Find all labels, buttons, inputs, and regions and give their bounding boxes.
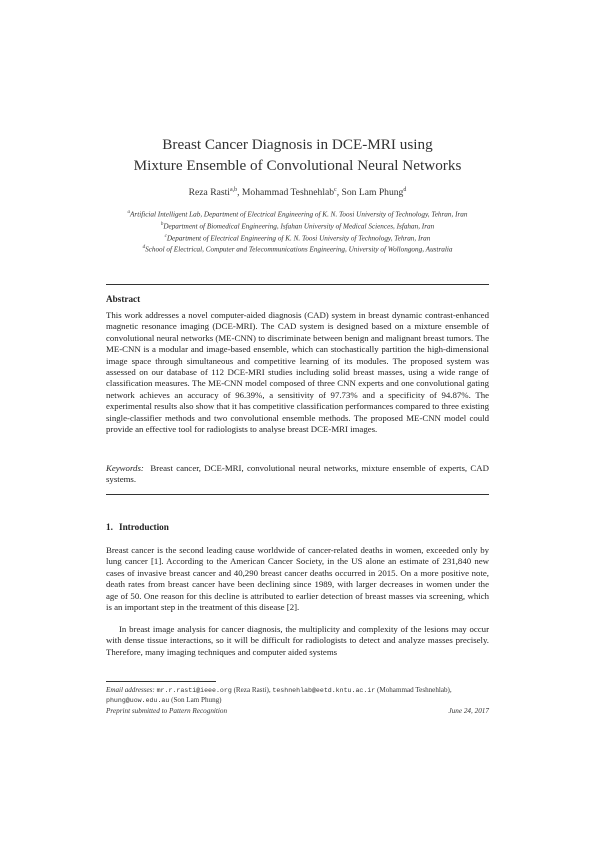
affil-text: Department of Biomedical Engineering, Isfahan University of Medical Sciences, Isfahan, Iran (163, 222, 435, 231)
affiliation (60, 220, 535, 232)
affil-marker: b (160, 221, 164, 227)
keywords-label: Keywords: (106, 463, 144, 473)
keywords-text: Breast cancer, DCE-MRI, convolutional neural networks, mixture ensemble of experts, CAD systems. (106, 463, 489, 485)
email-link[interactable]: phung@uow.edu.au (106, 696, 170, 704)
author-affil-marker: d (403, 187, 407, 193)
abstract-text: This work addresses a novel computer-aided diagnosis (CAD) system in breast dynamic contrast-enhanced magnetic resonance imaging (DCE-MRI). The CAD system is designed based on a mixture ensemble of convolutional neural networks (ME-CNN) to discriminate between benign and malignant breast tumors. The ME-CNN is a modular and image-based ensemble, which can stochastically partition the high-dimensional image space through simultaneous and competitive learning of its modules. The proposed system was assessed on our database of 112 DCE-MRI studies including solid breast masses, using a wide range of classification measures. The ME-CNN model composed of three CNN experts and one convolutional gating network achieves an accuracy of 96.39%, a sensitivity of 97.73% and a specificity of 94.87%. The experimental results also show that it has competitive classification performances compared to three existing single-classifier methods and two convolutional ensemble methods. The proposed ME-CNN model could provide an effective tool for radiologists to analyse breast DCE-MRI images. (106, 310, 489, 435)
preprint-note: Preprint submitted to Pattern Recognition (106, 707, 228, 715)
affil-text: Department of Electrical Engineering of K. N. Toosi University of Technology, Tehran, Iran (166, 233, 431, 242)
author-separator: , (237, 187, 242, 199)
section-number: 1. (106, 522, 113, 532)
footnote-label: Email addresses: (106, 686, 155, 694)
affil-text: Artificial Intelligent Lab, Department of Electrical Engineering of K. N. Toosi University of Technology, Tehran, Iran (130, 210, 468, 219)
author-list (60, 187, 535, 198)
intro-paragraph-1: Breast cancer is the second leading cause worldwide of cancer-related deaths in women, exceeded only by lung cancer [1]. According to the American Cancer Society, in the US alone an estimate of 231,840 new cases of invasive breast cancer and 40,290 breast cancer deaths occurred in 2015. On a more positive note, death rates from breast cancer have been declining since 1989, with larger decreases in women under the age of 50. One reason for this decline is attributed to earlier detection of breast masses via screening, which is an important step in the treatment of this disease [2]. (106, 545, 489, 613)
title-line-2: Mixture Ensemble of Convolutional Neural Networks (133, 157, 462, 174)
email-link[interactable]: mr.r.rasti@ieee.org (156, 687, 232, 694)
section-title: Introduction (119, 522, 169, 532)
email-owner: (Mohammad Teshnehlab), (377, 686, 452, 694)
affiliation (60, 232, 535, 244)
author-affil-marker: c (334, 187, 337, 193)
email-link[interactable]: teshnehlab@eetd.kntu.ac.ir (272, 687, 376, 694)
author-name: Son Lam Phung (341, 187, 404, 199)
affil-text: School of Electrical, Computer and Telecommunications Engineering, University of Wollongong, Australia (145, 245, 453, 254)
author-affil-marker: a,b (229, 187, 238, 193)
affiliation-list (60, 208, 535, 255)
section-heading-introduction (106, 522, 169, 532)
email-owner: (Reza Rasti), (233, 686, 271, 694)
paper-title (60, 134, 535, 176)
affiliation (60, 208, 535, 220)
footnote-emails (106, 686, 489, 705)
author-name: Reza Rasti (188, 187, 230, 199)
abstract-bottom-rule (106, 494, 489, 495)
keywords (106, 463, 489, 486)
author-separator: , (336, 187, 342, 199)
email-owner: (Son Lam Phung) (171, 695, 222, 704)
abstract-heading: Abstract (106, 294, 141, 304)
author-name: Mohammad Teshnehlab (241, 187, 335, 199)
affil-marker: a (127, 210, 131, 215)
affil-marker: d (142, 245, 146, 251)
abstract-top-rule (106, 284, 489, 285)
affil-marker: c (164, 233, 167, 239)
footnote-rule (106, 681, 216, 682)
title-line-1: Breast Cancer Diagnosis in DCE-MRI using (162, 136, 433, 153)
intro-paragraph-2: In breast image analysis for cancer diagnosis, the multiplicity and complexity of the lesions may occur with dense tissue interactions, so it will be difficult for radiologists to detect and analyze masses precisely. Therefore, many imaging techniques and computer aided systems (106, 624, 489, 657)
preprint-date: June 24, 2017 (448, 707, 489, 715)
affiliation (60, 243, 535, 255)
